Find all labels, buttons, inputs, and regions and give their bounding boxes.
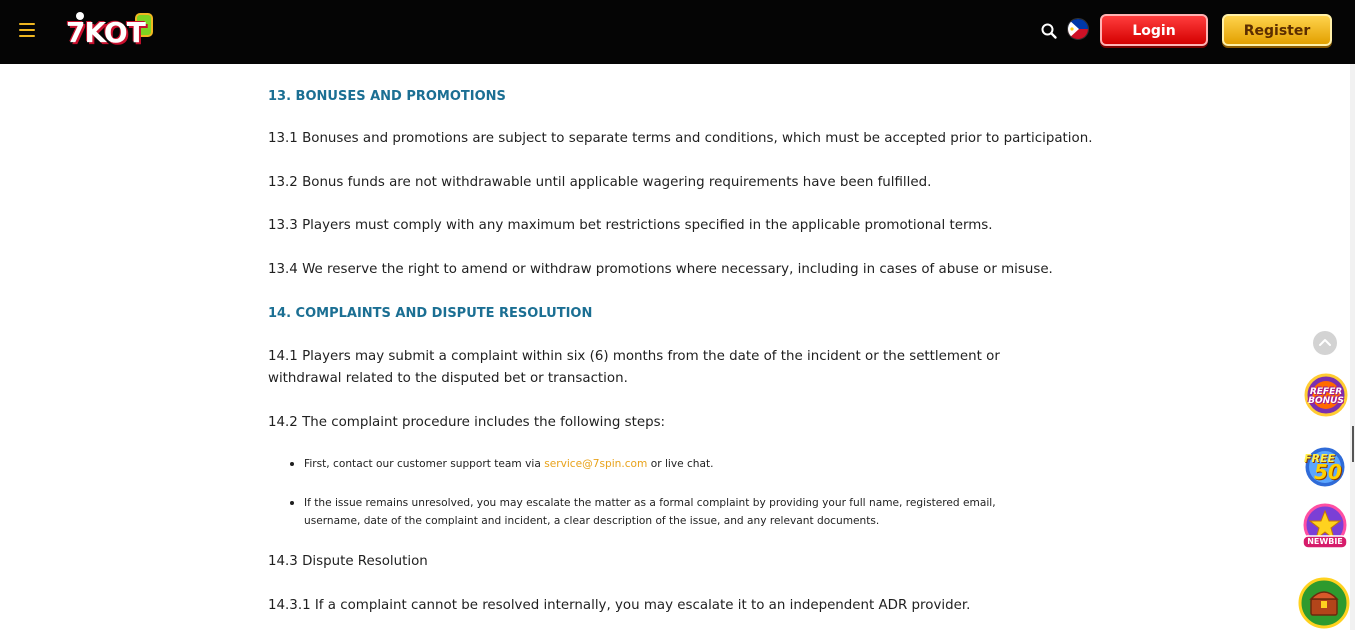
menu-icon[interactable] xyxy=(19,23,35,37)
section-14-heading: 14. COMPLAINTS AND DISPUTE RESOLUTION xyxy=(268,306,593,321)
free-number: 50 xyxy=(1314,460,1342,484)
paragraph-14-3: 14.3 Dispute Resolution xyxy=(268,554,428,569)
login-button[interactable]: Login xyxy=(1100,14,1208,46)
bonus-word: BONUS xyxy=(1308,396,1344,406)
search-icon[interactable] xyxy=(1040,22,1058,40)
list-item xyxy=(290,494,1050,530)
newbie-label: NEWBIE xyxy=(1307,537,1343,546)
register-button[interactable]: Register xyxy=(1222,14,1332,46)
complaint-steps-list xyxy=(290,455,1050,530)
paragraph-14-2: 14.2 The complaint procedure includes the following steps: xyxy=(268,415,666,430)
refer-bonus-label xyxy=(1301,388,1351,406)
treasure-chest-icon xyxy=(1297,577,1351,630)
top-header xyxy=(0,0,1355,64)
treasure-chest-badge[interactable] xyxy=(1297,577,1351,630)
free-label: FREE xyxy=(1304,452,1336,465)
paragraph-13-2: 13.2 Bonus funds are not withdrawable until applicable wagering requirements have been fulfilled. xyxy=(268,175,932,190)
list-item xyxy=(290,455,1050,473)
newbie-badge[interactable] xyxy=(1300,503,1350,553)
bullet-1-text-post: or live chat. xyxy=(647,458,714,470)
site-logo[interactable] xyxy=(58,10,158,54)
paragraph-13-3: 13.3 Players must comply with any maximum bet restrictions specified in the applicable promotional terms. xyxy=(268,218,993,233)
page-scrollbar[interactable] xyxy=(1350,64,1355,630)
paragraph-14-3-1: 14.3.1 If a complaint cannot be resolved internally, you may escalate it to an independent ADR provider. xyxy=(268,598,971,613)
philippines-flag-icon[interactable] xyxy=(1067,18,1089,40)
paragraph-13-4: 13.4 We reserve the right to amend or withdraw promotions where necessary, including in cases of abuse or misuse. xyxy=(268,262,1053,277)
bullet-2-text: If the issue remains unresolved, you may escalate the matter as a formal complaint by providing your full name, registered email, username, date of the complaint and incident, a clear description of the issue, and any relevant documents. xyxy=(304,497,996,527)
scroll-to-top-button[interactable] xyxy=(1313,331,1337,355)
bullet-1-text-pre: First, contact our customer support team via xyxy=(304,458,545,470)
refer-word: REFER xyxy=(1309,387,1343,397)
refer-bonus-badge[interactable] xyxy=(1301,371,1351,421)
support-email-link[interactable]: service@7spin.com xyxy=(544,458,648,470)
chevron-up-icon xyxy=(1313,331,1337,355)
section-13-heading: 13. BONUSES AND PROMOTIONS xyxy=(268,89,506,104)
logo-text: 7KOT xyxy=(66,16,145,49)
scrollbar-thumb[interactable] xyxy=(1352,426,1354,462)
paragraph-14-1: 14.1 Players may submit a complaint within six (6) months from the date of the incident or the settlement or withdrawal related to the disputed bet or transaction. xyxy=(268,349,1000,386)
paragraph-13-1: 13.1 Bonuses and promotions are subject to separate terms and conditions, which must be accepted prior to participation. xyxy=(268,131,1093,146)
free-50-badge[interactable] xyxy=(1300,442,1350,492)
